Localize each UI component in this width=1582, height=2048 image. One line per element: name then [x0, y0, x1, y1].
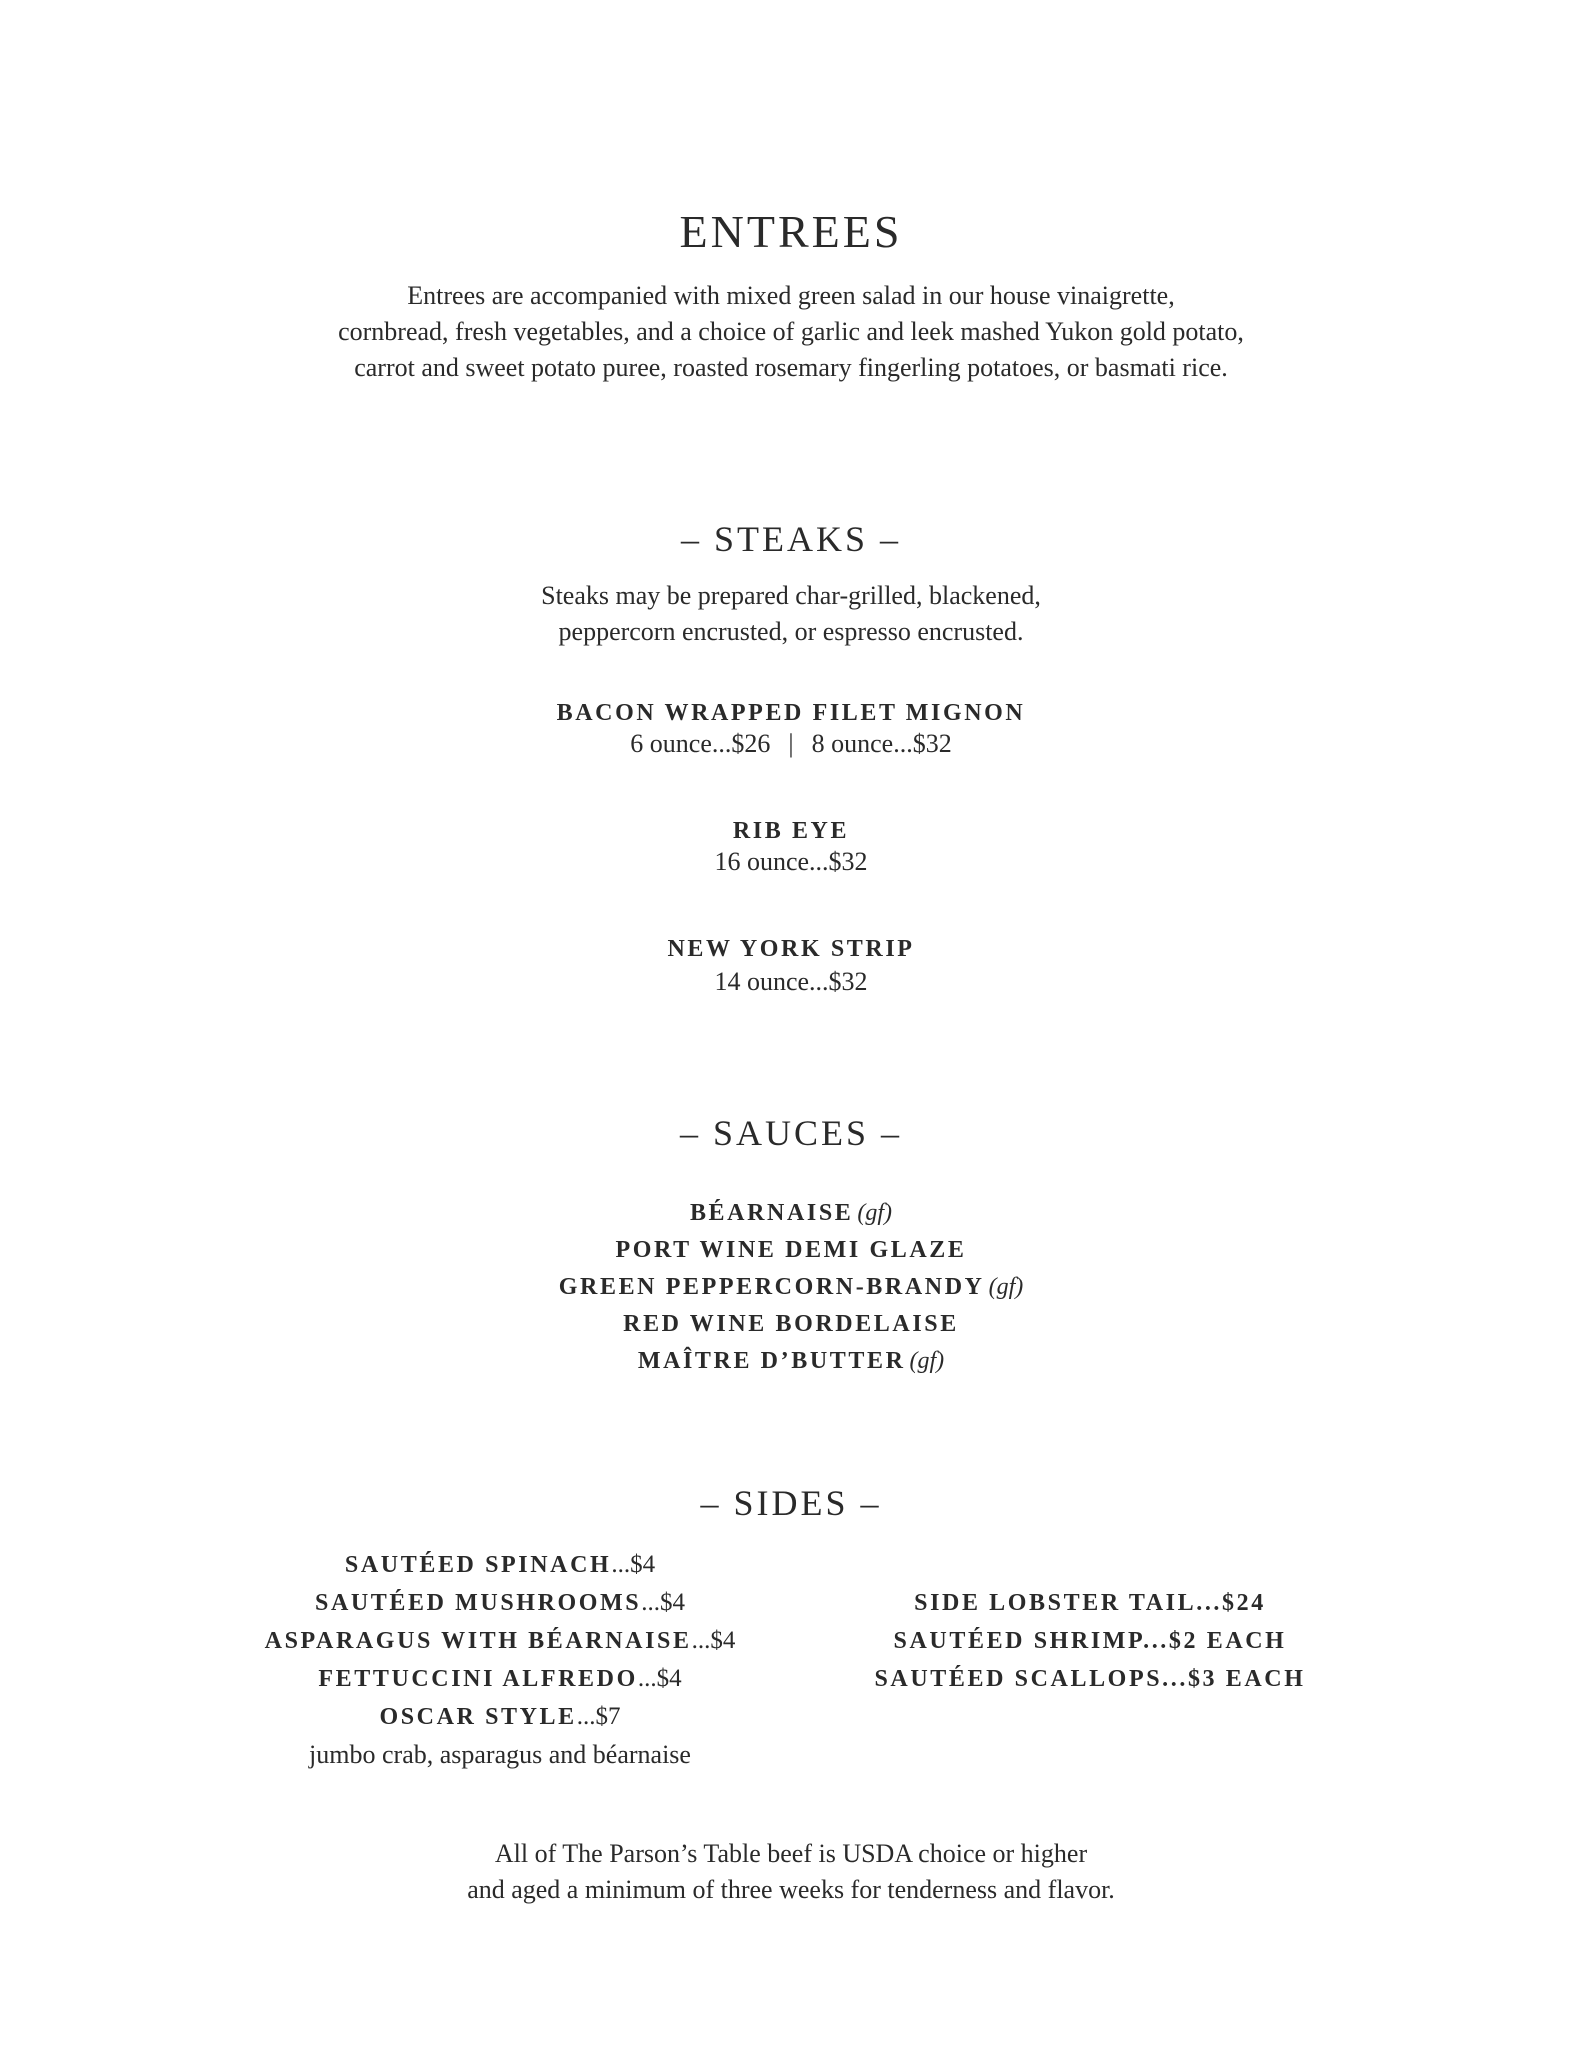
side-item: SAUTÉED SCALLOPS...$3 EACH: [874, 1666, 1306, 1692]
gluten-free-tag: (gf): [909, 1348, 945, 1374]
sauce-name: PORT WINE DEMI GLAZE: [615, 1237, 967, 1263]
side-price: ...$4: [637, 1665, 682, 1692]
sauce-item: [0, 1232, 1582, 1269]
side-price: ...$4: [611, 1551, 656, 1578]
gluten-free-tag: (gf): [988, 1274, 1024, 1300]
sauce-name: GREEN PEPPERCORN-BRANDY: [558, 1274, 985, 1300]
steak-price: [0, 729, 1582, 759]
steaks-description: [0, 578, 1582, 650]
side-price: ...$4: [691, 1627, 736, 1654]
steak-item-filet: [0, 700, 1582, 759]
side-name: FETTUCCINI ALFREDO: [318, 1666, 638, 1692]
side-price: ...$7: [576, 1703, 621, 1730]
sauce-item: [0, 1306, 1582, 1343]
entrees-description-line: cornbread, fresh vegetables, and a choice of garlic and leek mashed Yukon gold potato,: [338, 317, 1244, 346]
steaks-description-line: Steaks may be prepared char-grilled, blackened,: [541, 581, 1041, 610]
steak-item-rib-eye: [0, 818, 1582, 877]
steak-item-ny-strip: [0, 936, 1582, 997]
side-price: ...$4: [641, 1589, 685, 1616]
steak-name: NEW YORK STRIP: [667, 936, 915, 962]
side-name: ASPARAGUS WITH BÉARNAISE: [264, 1628, 692, 1654]
sauce-item: [0, 1269, 1582, 1306]
side-item: SAUTÉED SHRIMP...$2 EACH: [893, 1628, 1287, 1654]
sauce-item: [0, 1195, 1582, 1232]
steak-price-option: 6 ounce...$26: [630, 729, 771, 758]
oscar-style-note: jumbo crab, asparagus and béarnaise: [309, 1740, 691, 1769]
steak-price-option: 8 ounce...$32: [811, 729, 952, 758]
side-item: [200, 1584, 800, 1622]
steak-price: 14 ounce...$32: [714, 967, 868, 996]
sides-left-column: [200, 1546, 800, 1774]
sauce-name: BÉARNAISE: [689, 1200, 854, 1226]
side-item: [200, 1622, 800, 1660]
sauce-name: RED WINE BORDELAISE: [623, 1311, 959, 1337]
sauce-name: MAÎTRE D’BUTTER: [637, 1348, 906, 1374]
side-name: OSCAR STYLE: [379, 1704, 577, 1730]
entrees-title: ENTREES: [679, 206, 903, 257]
side-item: [200, 1698, 800, 1736]
gluten-free-tag: (gf): [857, 1200, 893, 1226]
footer-line: and aged a minimum of three weeks for tenderness and flavor.: [467, 1875, 1115, 1904]
side-name: SAUTÉED MUSHROOMS: [315, 1590, 642, 1616]
sauce-list: [0, 1195, 1582, 1380]
side-name: SAUTÉED SPINACH: [344, 1552, 612, 1578]
sauce-item: [0, 1343, 1582, 1380]
footer-note: [0, 1836, 1582, 1908]
sides-right-column: [800, 1584, 1380, 1698]
side-item: SIDE LOBSTER TAIL...$24: [914, 1590, 1266, 1616]
entrees-description-line: carrot and sweet potato puree, roasted rosemary fingerling potatoes, or basmati rice.: [354, 353, 1228, 382]
entrees-description: [0, 278, 1582, 386]
steak-price: 16 ounce...$32: [714, 847, 868, 876]
side-item: [200, 1546, 800, 1584]
steak-name: BACON WRAPPED FILET MIGNON: [556, 700, 1026, 726]
steaks-title: – STEAKS –: [680, 519, 902, 559]
footer-line: All of The Parson’s Table beef is USDA choice or higher: [494, 1839, 1088, 1868]
entrees-description-line: Entrees are accompanied with mixed green salad in our house vinaigrette,: [407, 281, 1175, 310]
steaks-description-line: peppercorn encrusted, or espresso encrusted.: [558, 617, 1024, 646]
side-item: [200, 1660, 800, 1698]
steak-name: RIB EYE: [732, 818, 850, 844]
sides-title: – SIDES –: [700, 1483, 882, 1523]
price-separator: |: [788, 729, 794, 758]
sauces-title: – SAUCES –: [679, 1113, 903, 1153]
